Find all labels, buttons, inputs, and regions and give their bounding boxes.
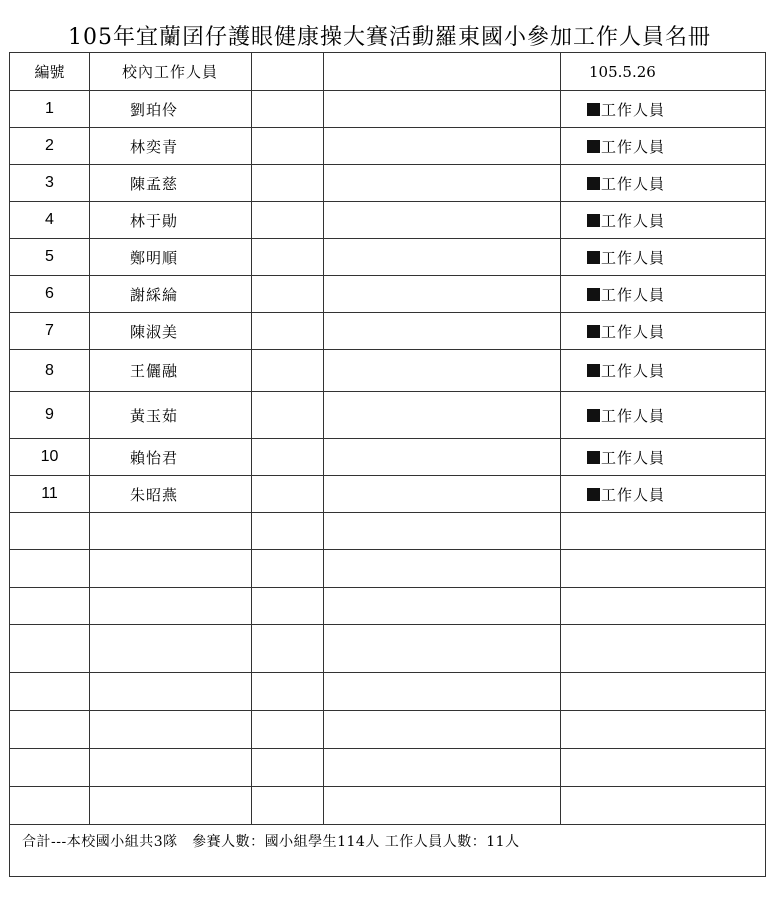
checked-box-icon <box>587 325 600 338</box>
role-label: 工作人員 <box>601 174 666 193</box>
role-label: 工作人員 <box>601 211 666 230</box>
staff-name: 林于勛 <box>90 202 252 239</box>
row-number: 1 <box>10 91 90 128</box>
blank-cell <box>90 550 252 588</box>
blank-cell <box>252 513 324 550</box>
row-number: 2 <box>10 128 90 165</box>
role-cell <box>561 128 766 165</box>
role-cell <box>561 165 766 202</box>
checked-box-icon <box>587 451 600 464</box>
blank-cell <box>324 276 561 313</box>
page-title: 105年宜蘭囝仔護眼健康操大賽活動羅東國小參加工作人員名冊 <box>68 25 711 50</box>
blank-cell <box>561 749 766 787</box>
blank-cell <box>10 513 90 550</box>
role-cell <box>561 239 766 276</box>
blank-cell <box>324 550 561 588</box>
checked-box-icon <box>587 251 600 264</box>
staff-column-header: 校內工作人員 <box>90 53 252 91</box>
summary-row <box>10 825 766 877</box>
role-label: 工作人員 <box>601 362 666 380</box>
empty-row <box>10 588 766 625</box>
blank-header-cell <box>252 53 324 91</box>
blank-header-cell <box>324 53 561 91</box>
checked-box-icon <box>587 409 600 422</box>
table-row <box>10 439 766 476</box>
blank-cell <box>252 476 324 513</box>
role-label: 工作人員 <box>601 248 666 267</box>
blank-cell <box>561 673 766 711</box>
blank-cell <box>324 625 561 673</box>
blank-cell <box>561 550 766 588</box>
staff-name: 劉珀伶 <box>90 91 252 128</box>
checked-box-icon <box>587 214 600 227</box>
checked-box-icon <box>587 177 600 190</box>
blank-cell <box>324 128 561 165</box>
empty-row <box>10 673 766 711</box>
role-cell <box>561 313 766 350</box>
summary-text: 合計---本校國小組共3隊 參賽人數：國小組學生114人 工作人員人數：11人 <box>10 825 766 877</box>
staff-name: 林奕青 <box>90 128 252 165</box>
checked-box-icon <box>587 140 600 153</box>
table-row <box>10 165 766 202</box>
blank-cell <box>10 673 90 711</box>
row-number: 7 <box>10 313 90 350</box>
table-row <box>10 239 766 276</box>
blank-cell <box>324 350 561 392</box>
blank-cell <box>324 513 561 550</box>
blank-cell <box>252 165 324 202</box>
date-header-cell: 105.5.26 <box>561 53 766 91</box>
checked-box-icon <box>587 488 600 501</box>
blank-cell <box>90 787 252 825</box>
empty-row <box>10 625 766 673</box>
blank-cell <box>252 276 324 313</box>
row-number: 5 <box>10 239 90 276</box>
table-row <box>10 476 766 513</box>
blank-cell <box>324 476 561 513</box>
blank-cell <box>10 588 90 625</box>
blank-cell <box>90 749 252 787</box>
blank-cell <box>324 165 561 202</box>
empty-row <box>10 711 766 749</box>
staff-name: 鄭明順 <box>90 239 252 276</box>
staff-name: 朱昭燕 <box>90 476 252 513</box>
blank-cell <box>252 787 324 825</box>
header-row <box>10 53 766 91</box>
staff-name: 陳淑美 <box>90 313 252 350</box>
blank-cell <box>324 439 561 476</box>
role-cell <box>561 476 766 513</box>
blank-cell <box>324 787 561 825</box>
blank-cell <box>561 513 766 550</box>
table-row <box>10 202 766 239</box>
blank-cell <box>252 711 324 749</box>
blank-cell <box>90 625 252 673</box>
row-number: 4 <box>10 202 90 239</box>
row-number: 8 <box>10 350 90 392</box>
role-cell <box>561 91 766 128</box>
blank-cell <box>324 313 561 350</box>
role-cell <box>561 439 766 476</box>
role-label: 工作人員 <box>601 100 666 119</box>
blank-cell <box>324 749 561 787</box>
blank-cell <box>252 239 324 276</box>
role-label: 工作人員 <box>601 322 666 341</box>
row-number: 3 <box>10 165 90 202</box>
role-label: 工作人員 <box>601 485 666 504</box>
blank-cell <box>324 392 561 439</box>
checked-box-icon <box>587 103 600 116</box>
blank-cell <box>252 625 324 673</box>
table-row <box>10 392 766 439</box>
blank-cell <box>324 588 561 625</box>
blank-cell <box>561 711 766 749</box>
blank-cell <box>561 625 766 673</box>
role-cell <box>561 392 766 439</box>
empty-row <box>10 749 766 787</box>
row-number: 10 <box>10 439 90 476</box>
staff-roster-table <box>9 52 766 877</box>
blank-cell <box>90 673 252 711</box>
blank-cell <box>561 787 766 825</box>
staff-name: 謝綵綸 <box>90 276 252 313</box>
number-column-header: 編號 <box>10 53 90 91</box>
blank-cell <box>252 91 324 128</box>
table-row <box>10 350 766 392</box>
blank-cell <box>10 711 90 749</box>
empty-row <box>10 513 766 550</box>
blank-cell <box>10 749 90 787</box>
staff-name: 黃玉茹 <box>90 392 252 439</box>
checked-box-icon <box>587 364 600 377</box>
role-cell <box>561 276 766 313</box>
blank-cell <box>324 91 561 128</box>
blank-cell <box>324 202 561 239</box>
blank-cell <box>252 202 324 239</box>
role-cell <box>561 202 766 239</box>
role-label: 工作人員 <box>601 137 666 156</box>
row-number: 11 <box>10 476 90 513</box>
table-row <box>10 91 766 128</box>
blank-cell <box>252 588 324 625</box>
role-label: 工作人員 <box>601 448 666 467</box>
row-number: 9 <box>10 392 90 439</box>
blank-cell <box>324 711 561 749</box>
table-row <box>10 128 766 165</box>
blank-cell <box>252 392 324 439</box>
staff-name: 賴怡君 <box>90 439 252 476</box>
blank-cell <box>10 787 90 825</box>
checked-box-icon <box>587 288 600 301</box>
empty-row <box>10 787 766 825</box>
table-row <box>10 276 766 313</box>
role-label: 工作人員 <box>601 406 666 425</box>
blank-cell <box>252 313 324 350</box>
empty-row <box>10 550 766 588</box>
blank-cell <box>90 588 252 625</box>
blank-cell <box>10 625 90 673</box>
staff-name: 王儷融 <box>90 350 252 392</box>
role-cell <box>561 350 766 392</box>
blank-cell <box>252 673 324 711</box>
table-row <box>10 313 766 350</box>
row-number: 6 <box>10 276 90 313</box>
blank-cell <box>90 513 252 550</box>
blank-cell <box>10 550 90 588</box>
blank-cell <box>90 711 252 749</box>
blank-cell <box>561 588 766 625</box>
staff-name: 陳孟慈 <box>90 165 252 202</box>
blank-cell <box>252 350 324 392</box>
role-label: 工作人員 <box>601 285 666 304</box>
blank-cell <box>324 239 561 276</box>
blank-cell <box>252 128 324 165</box>
blank-cell <box>252 439 324 476</box>
blank-cell <box>324 673 561 711</box>
blank-cell <box>252 550 324 588</box>
blank-cell <box>252 749 324 787</box>
